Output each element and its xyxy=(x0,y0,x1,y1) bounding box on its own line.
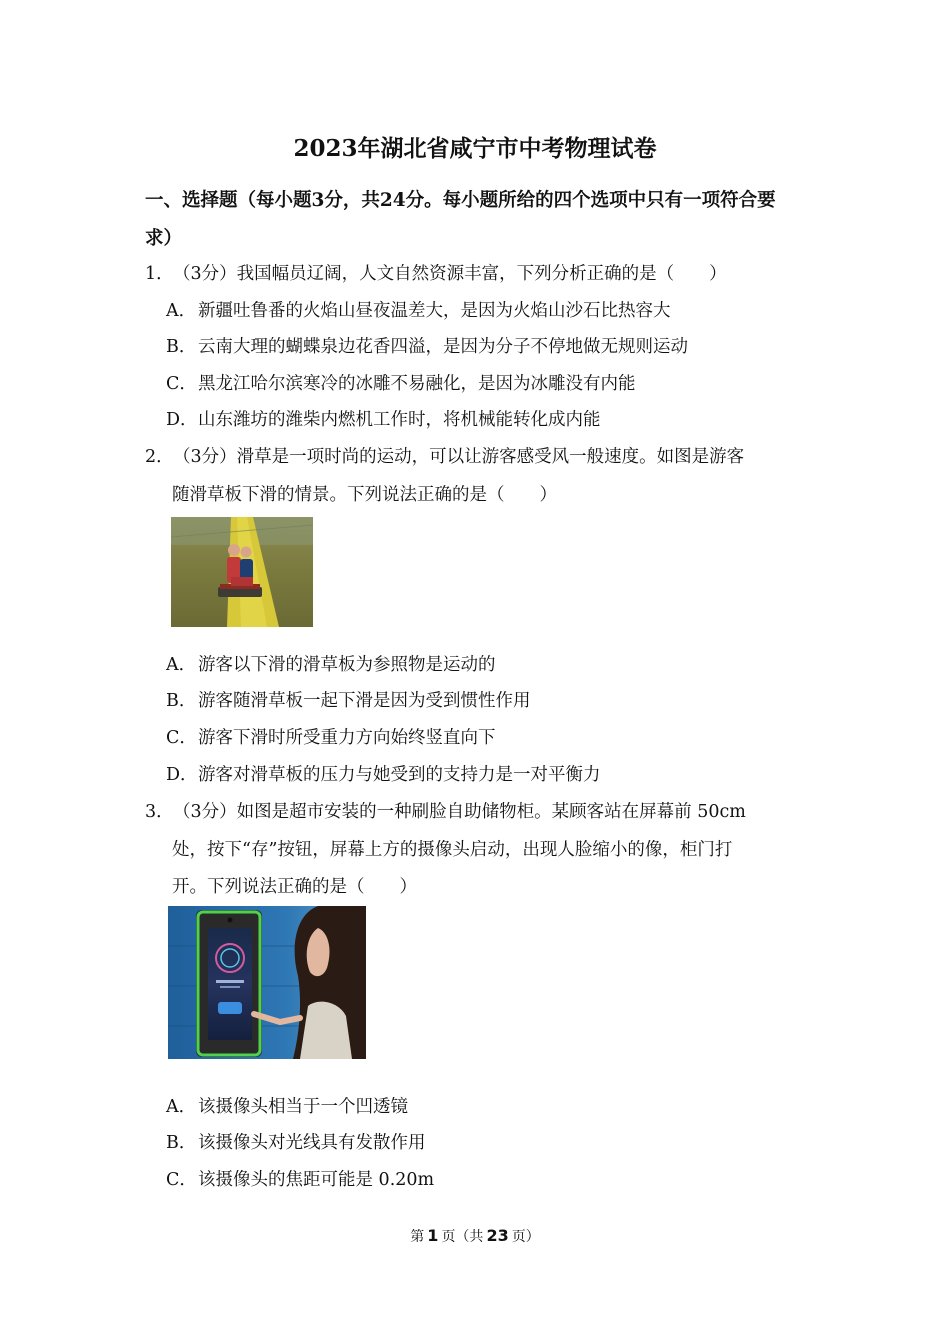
option-letter: A． xyxy=(166,1097,197,1117)
question-3 xyxy=(145,798,746,823)
option-letter: C． xyxy=(166,728,197,748)
footer-suffix: 页） xyxy=(511,1229,540,1245)
option-letter: C． xyxy=(166,1170,197,1190)
question-2-option-c xyxy=(166,724,496,749)
question-3-option-b xyxy=(166,1129,426,1154)
page-number: 1 xyxy=(427,1226,439,1245)
page-footer xyxy=(0,1226,950,1246)
question-3-option-a xyxy=(166,1093,408,1118)
option-text: 该摄像头的焦距可能是 0.20m xyxy=(198,1170,435,1190)
option-letter: B． xyxy=(166,691,197,711)
option-text: 游客对滑草板的压力与她受到的支持力是一对平衡力 xyxy=(198,765,601,785)
footer-prefix: 第 xyxy=(410,1229,425,1245)
question-stem: （3分）如图是超市安装的一种刷脸自助储物柜。某顾客站在屏幕前 50cm xyxy=(173,802,746,822)
question-stem: （3分）滑草是一项时尚的运动，可以让游客感受风一般速度。如图是游客 xyxy=(173,447,745,467)
option-letter: B． xyxy=(166,337,197,357)
option-text: 新疆吐鲁番的火焰山昼夜温差大，是因为火焰山沙石比热容大 xyxy=(198,301,671,321)
question-stem: （3分）我国幅员辽阔，人文自然资源丰富，下列分析正确的是（ ） xyxy=(173,264,727,284)
option-letter: A． xyxy=(166,655,197,675)
option-text: 游客随滑草板一起下滑是因为受到惯性作用 xyxy=(198,691,531,711)
option-text: 游客以下滑的滑草板为参照物是运动的 xyxy=(198,655,496,675)
page-title: 2023年湖北省咸宁市中考物理试卷 xyxy=(293,135,657,162)
option-letter: D． xyxy=(166,765,198,785)
grass-sledding-photo xyxy=(171,517,313,627)
face-recognition-locker-photo xyxy=(168,906,366,1059)
question-number: 2． xyxy=(145,447,174,467)
option-text: 游客下滑时所受重力方向始终竖直向下 xyxy=(198,728,496,748)
question-stem-continued: 随滑草板下滑的情景。下列说法正确的是（ ） xyxy=(172,485,557,505)
question-2 xyxy=(145,443,744,468)
footer-middle: 页（共 xyxy=(441,1229,484,1245)
question-1-option-d xyxy=(166,406,601,431)
question-1-option-b xyxy=(166,333,688,358)
option-letter: B． xyxy=(166,1133,197,1153)
question-number: 3． xyxy=(145,802,174,822)
option-text: 黑龙江哈尔滨寒冷的冰雕不易融化，是因为冰雕没有内能 xyxy=(198,374,636,394)
option-letter: A． xyxy=(166,301,197,321)
question-2-option-b xyxy=(166,687,531,712)
question-stem-continued: 处，按下“存”按钮，屏幕上方的摄像头启动，出现人脸缩小的像，柜门打 xyxy=(172,840,733,860)
question-1-option-c xyxy=(166,370,636,395)
question-stem-continued: 开。下列说法正确的是（ ） xyxy=(172,877,417,897)
question-number: 1． xyxy=(145,264,174,284)
section-heading: 一、选择题（每小题3分，共24分。每小题所给的四个选项中只有一项符合要 xyxy=(145,190,776,211)
question-1-option-a xyxy=(166,297,671,322)
question-1 xyxy=(145,260,727,285)
option-text: 云南大理的蝴蝶泉边花香四溢，是因为分子不停地做无规则运动 xyxy=(198,337,688,357)
option-letter: D． xyxy=(166,410,198,430)
question-2-option-a xyxy=(166,651,496,676)
section-heading-continued: 求） xyxy=(145,228,183,249)
option-text: 山东潍坊的潍柴内燃机工作时，将机械能转化成内能 xyxy=(198,410,601,430)
total-pages: 23 xyxy=(486,1226,509,1245)
option-letter: C． xyxy=(166,374,197,394)
question-3-option-c xyxy=(166,1166,434,1191)
option-text: 该摄像头相当于一个凹透镜 xyxy=(198,1097,408,1117)
question-2-option-d xyxy=(166,761,601,786)
option-text: 该摄像头对光线具有发散作用 xyxy=(198,1133,426,1153)
